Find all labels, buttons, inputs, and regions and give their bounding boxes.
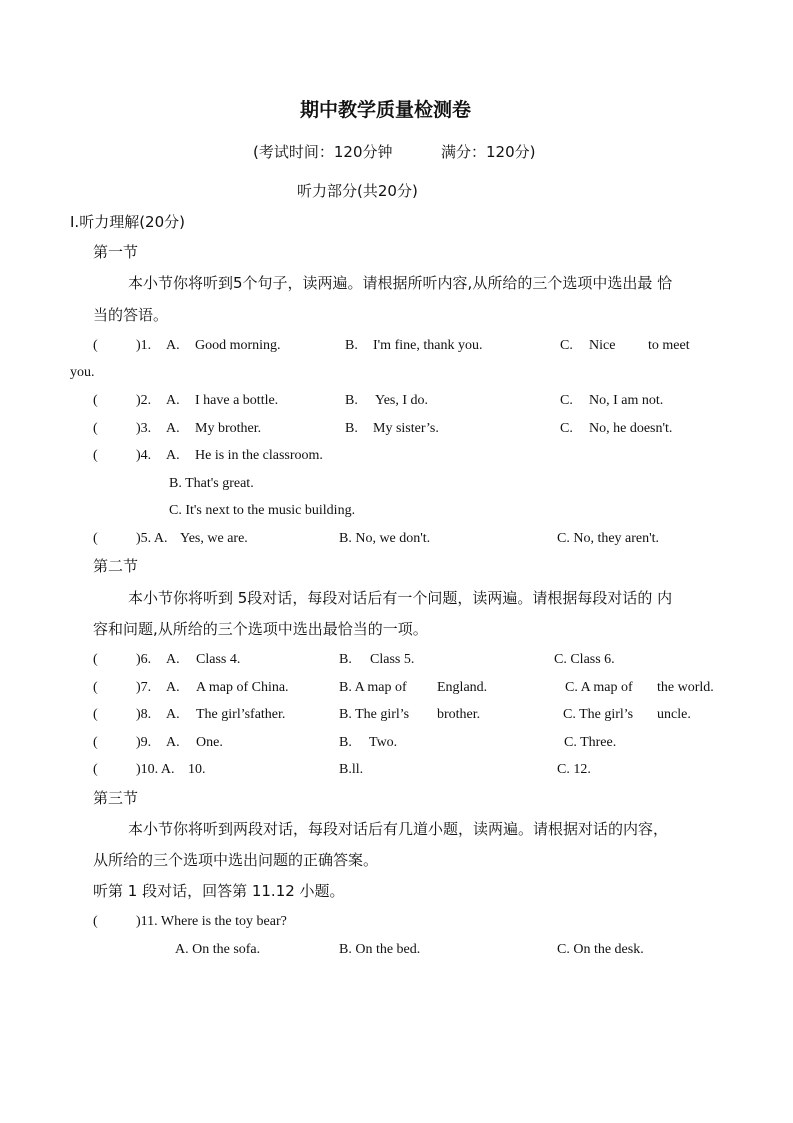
- option-a: Yes, we are.: [180, 531, 248, 546]
- answer-bracket[interactable]: (: [93, 914, 98, 929]
- option-c: C. Class 6.: [554, 652, 615, 667]
- option-a: A. On the sofa.: [175, 942, 261, 957]
- option-a-letter: A.: [166, 448, 180, 463]
- option-a-letter: A.: [166, 707, 180, 722]
- option-a: 10.: [188, 762, 206, 777]
- option-b: Class 5.: [370, 652, 415, 667]
- question-number: )6.: [136, 652, 152, 667]
- part3-instruction-line2: 从所给的三个选项中选出问题的正确答案。: [93, 851, 379, 869]
- question-number: )8.: [136, 707, 152, 722]
- option-c: No, he doesn't.: [589, 421, 673, 436]
- option-b-part2: brother.: [437, 707, 481, 722]
- option-c-letter: C.: [560, 393, 573, 408]
- part1-instruction-line2: 当的答语。: [93, 306, 169, 324]
- question-number: )2.: [136, 393, 152, 408]
- option-a: Good morning.: [195, 338, 281, 353]
- option-a-letter: A.: [166, 393, 180, 408]
- option-c-part2: to meet: [648, 338, 690, 353]
- option-b: B.ll.: [339, 762, 364, 777]
- answer-bracket[interactable]: (: [93, 531, 98, 546]
- option-a-letter: A.: [166, 735, 180, 750]
- option-b-letter: B.: [345, 393, 358, 408]
- part2-instruction-line1: 本小节你将听到 5段对话，每段对话后有一个问题，读两遍。请根据每段对话的 内: [128, 589, 673, 607]
- page-title: 期中教学质量检测卷: [300, 99, 472, 121]
- option-a-letter: A.: [166, 680, 180, 695]
- answer-bracket[interactable]: (: [93, 393, 98, 408]
- section-heading: I.听力理解(20分): [70, 213, 185, 231]
- part3-instruction-line1: 本小节你将听到两段对话，每段对话后有几道小题，读两遍。请根据对话的内容，: [128, 820, 669, 838]
- option-a: I have a bottle.: [195, 393, 279, 408]
- answer-bracket[interactable]: (: [93, 652, 98, 667]
- option-c-part1: C. A map of: [565, 680, 633, 695]
- option-b-letter: B.: [339, 735, 352, 750]
- full-score: 满分：120分): [441, 143, 536, 161]
- part1-heading: 第一节: [93, 243, 139, 261]
- option-a-letter: A.: [166, 338, 180, 353]
- option-a-letter: A.: [166, 652, 180, 667]
- option-c: C. It's next to the music building.: [169, 503, 356, 518]
- option-b: B. No, we don't.: [339, 531, 431, 546]
- option-b: Yes, I do.: [375, 393, 429, 408]
- option-a-letter: A.: [166, 421, 180, 436]
- option-b: Two.: [369, 735, 398, 750]
- option-c: C. No, they aren't.: [557, 531, 660, 546]
- option-c-letter: C.: [560, 421, 573, 436]
- answer-bracket[interactable]: (: [93, 707, 98, 722]
- option-b: B. That's great.: [169, 476, 254, 491]
- option-c: No, I am not.: [589, 393, 664, 408]
- option-a: My brother.: [195, 421, 262, 436]
- part2-heading: 第二节: [93, 557, 139, 575]
- question-number: )1.: [136, 338, 152, 353]
- option-c-part2: the world.: [657, 680, 714, 695]
- option-c-part2: uncle.: [657, 707, 691, 722]
- option-b-part2: England.: [437, 680, 488, 695]
- question-text: )11. Where is the toy bear?: [136, 914, 287, 929]
- option-b-letter: B.: [345, 421, 358, 436]
- option-a: A map of China.: [196, 680, 289, 695]
- question-number: )10. A.: [136, 762, 175, 777]
- answer-bracket[interactable]: (: [93, 421, 98, 436]
- answer-bracket[interactable]: (: [93, 448, 98, 463]
- option-c: C. On the desk.: [557, 942, 644, 957]
- answer-bracket[interactable]: (: [93, 680, 98, 695]
- option-b: B. On the bed.: [339, 942, 421, 957]
- exam-time: (考试时间：120分钟: [253, 143, 393, 161]
- option-b-part1: B. A map of: [339, 680, 407, 695]
- answer-bracket[interactable]: (: [93, 762, 98, 777]
- option-b-letter: B.: [339, 652, 352, 667]
- option-b-part1: B. The girl’s: [339, 707, 410, 722]
- dialogue-1-instruction: 听第 1 段对话，回答第 11.12 小题。: [93, 882, 345, 900]
- question-number: )9.: [136, 735, 152, 750]
- option-c-part1: C. The girl’s: [563, 707, 634, 722]
- part3-heading: 第三节: [93, 789, 139, 807]
- part-heading: 听力部分(共20分): [297, 182, 418, 200]
- option-b: I'm fine, thank you.: [373, 338, 483, 353]
- option-b: My sister’s.: [373, 421, 439, 436]
- part2-instruction-line2: 容和问题,从所给的三个选项中选出最恰当的一项。: [93, 620, 428, 638]
- option-a: Class 4.: [196, 652, 241, 667]
- answer-bracket[interactable]: (: [93, 735, 98, 750]
- option-c-letter: C.: [560, 338, 573, 353]
- option-a: He is in the classroom.: [195, 448, 323, 463]
- question-number: )5. A.: [136, 531, 168, 546]
- answer-bracket[interactable]: (: [93, 338, 98, 353]
- option-a: The girl’sfather.: [196, 707, 286, 722]
- part1-instruction-line1: 本小节你将听到5个句子，读两遍。请根据所听内容,从所给的三个选项中选出最 恰: [128, 274, 673, 292]
- option-b-letter: B.: [345, 338, 358, 353]
- question-number: )7.: [136, 680, 152, 695]
- question-number: )3.: [136, 421, 152, 436]
- option-c-continuation: you.: [70, 365, 95, 380]
- option-c: C. 12.: [557, 762, 591, 777]
- option-c-part1: Nice: [589, 338, 616, 353]
- option-a: One.: [196, 735, 223, 750]
- question-number: )4.: [136, 448, 152, 463]
- option-c: C. Three.: [564, 735, 617, 750]
